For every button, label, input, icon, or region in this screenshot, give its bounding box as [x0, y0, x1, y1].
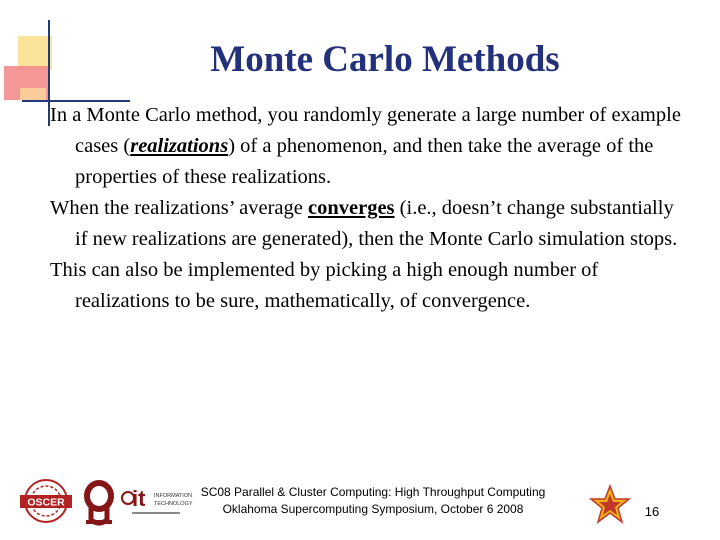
paragraph-1 — [50, 100, 690, 193]
slide-body — [50, 100, 690, 317]
paragraph-2-text-a: When the realizations’ average — [50, 197, 309, 219]
oscer-logo-text: OSCER — [27, 496, 65, 509]
paragraph-1-text-b: ) of a phenomenon, and then take the average of the properties of these realizations. — [75, 135, 654, 188]
footer-line-2: Oklahoma Supercomputing Symposium, October 6 2008 — [222, 502, 524, 516]
slide-title: Monte Carlo Methods — [210, 39, 560, 80]
it-logo-sub2: TECHNOLOGY — [154, 501, 193, 507]
paragraph-2-text-b: (i.e., doesn’t change substantially if new realizations are generated), then the Monte Carlo simulation stops. — [75, 197, 678, 250]
star-logo — [588, 484, 632, 524]
paragraph-2 — [50, 193, 690, 255]
ou-logo — [82, 480, 116, 526]
paragraph-1-text-a: In a Monte Carlo method, you randomly generate a large number of example cases ( — [50, 104, 681, 157]
page-number: 16 — [644, 504, 660, 519]
it-logo-sub1: INFORMATION — [154, 493, 193, 499]
footer-line-1: SC08 Parallel & Cluster Computing: High Throughput Computing — [200, 485, 546, 499]
decor-yellow-square-small — [20, 88, 46, 100]
slide-footer — [168, 484, 578, 518]
term-converges: converges — [308, 197, 395, 219]
paragraph-3: This can also be implemented by picking a high enough number of realizations to be sure, mathematically, of convergence. — [50, 259, 599, 312]
term-realizations: realizations — [130, 135, 229, 157]
it-logo-text: it — [132, 486, 146, 511]
oscer-logo — [14, 478, 78, 524]
